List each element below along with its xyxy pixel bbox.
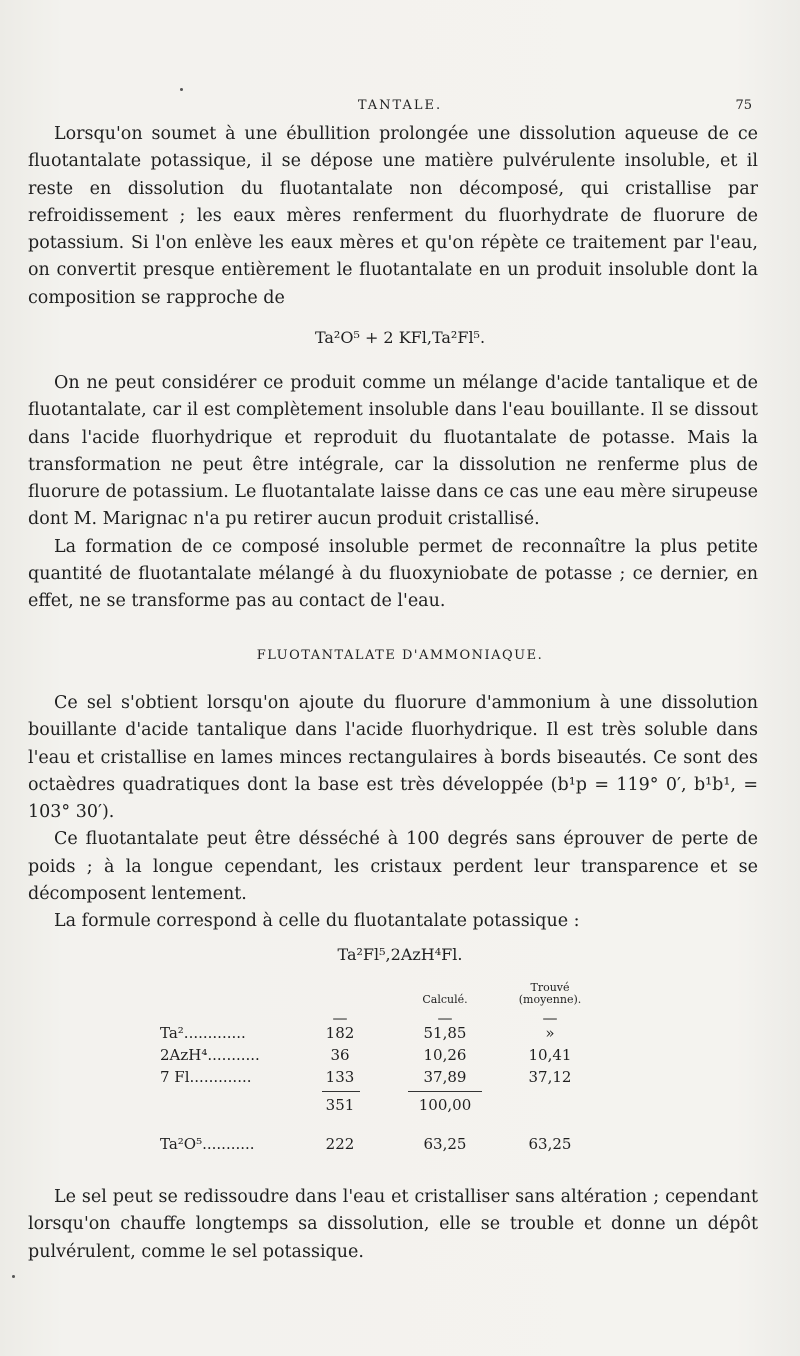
row-mass: 36 [330,1046,350,1064]
total-mass: 351 [325,1096,355,1114]
row-label: Ta²............. [160,1024,246,1042]
row-found: 10,41 [528,1046,572,1064]
paragraph-block-mid [28,370,758,616]
print-speck [12,1275,15,1278]
total-calc: 100,00 [418,1096,472,1114]
sum-rule [408,1091,482,1092]
col-header-found: Trouvé [530,981,570,994]
paragraph: Le sel peut se redissoudre dans l'eau et cristalliser sans altération ; cependant lorsqu'on chauffe longtemps sa dissolution, elle se trouble et donne un dépôt pulvérulent, comme le sel potassique. [28,1187,758,1262]
table-row [0,1024,800,1044]
row-found: 63,25 [528,1135,572,1153]
paragraph: La formule correspond à celle du fluotantalate potassique : [54,911,580,932]
dash: — [332,1009,348,1027]
table-total-row [0,1096,800,1116]
paragraph: La formation de ce composé insoluble permet de reconnaître la plus petite quantité de fluotantalate mélangé à du fluoxyniobate de potasse ; ce dernier, en effet, ne se transforme pas au contact de l'eau. [28,536,758,612]
section-heading: FLUOTANTALATE D'AMMONIAQUE. [256,648,544,663]
print-speck [180,88,183,91]
formula-ammonium-fluotantalate: Ta²Fl⁵,2AzH⁴Fl. [337,945,463,964]
running-header [40,98,760,122]
row-calc: 37,89 [423,1068,467,1086]
dash: — [542,1009,558,1027]
row-calc: 10,26 [423,1046,467,1064]
table-row [0,1068,800,1088]
paragraph: On ne peut considérer ce produit comme un mélange d'acide tantalique et de fluotantalate, car il est complètement insoluble dans l'eau bouillante. Il se dissout dans l'acide fluorhydrique et reproduit du fluotantalate de potasse. Mais la transformation ne peut être intégrale, car la dissolution ne renferme plus de fluorure de potassium. Le fluotantalate laisse dans ce cas une eau mère sirupeuse dont M. Marignac n'a pu retirer aucun produit cristallisé. [28,373,758,530]
paragraph-block-bottom [28,1184,758,1266]
table-row [0,1046,800,1066]
paragraph: Ce fluotantalate peut être désséché à 100 degrés sans éprouver de perte de poids ; à la longue cependant, les cristaux perdent leur transparence et se décomposent lentement. [28,829,758,905]
col-header-calc: Calculé. [422,993,468,1006]
formula-insoluble-product: Ta²O⁵ + 2 KFl,Ta²Fl⁵. [314,328,486,347]
table-oxide-row [0,1135,800,1155]
row-label: 7 Fl............. [160,1068,252,1086]
col-header-found-sub: (moyenne). [518,993,582,1006]
row-mass: 182 [325,1024,355,1042]
row-mass: 133 [325,1068,355,1086]
row-found: » [545,1024,555,1042]
paragraph-block-section [28,690,758,936]
paragraph: Lorsqu'on soumet à une ébullition prolongée une dissolution aqueuse de ce fluotantalate potassique, il se dépose une matière pulvérulente insoluble, et il reste en dissolution du fluotantalate non décomposé, qui cristallise par refroidissement ; les eaux mères renferment du fluorhydrate de fluorure de potassium. Si l'on enlève les eaux mères et qu'on répète ce traitement par l'eau, on convertit presque entièrement le fluotantalate en un produit insoluble dont la composition se rapproche de [28,124,758,308]
row-found: 37,12 [528,1068,572,1086]
dash: — [437,1009,453,1027]
row-calc: 51,85 [423,1024,467,1042]
sum-rule [322,1091,360,1092]
row-calc: 63,25 [423,1135,467,1153]
row-mass: 222 [325,1135,355,1153]
page-number: 75 [735,98,752,113]
paragraph-block-top [28,121,758,312]
row-label: 2AzH⁴........... [160,1046,260,1064]
row-label: Ta²O⁵........... [160,1135,255,1153]
running-title: TANTALE. [357,98,443,113]
paragraph: Ce sel s'obtient lorsqu'on ajoute du fluorure d'ammonium à une dissolution bouillante d'acide tantalique dans l'acide fluorhydrique. Il est très soluble dans l'eau et cristallise en lames minces rectangulaires à bords biseautés. Ce sont des octaèdres quadratiques dont la base est très développée (b¹p = 119° 0′, b¹b¹, = 103° 30′). [28,693,758,823]
